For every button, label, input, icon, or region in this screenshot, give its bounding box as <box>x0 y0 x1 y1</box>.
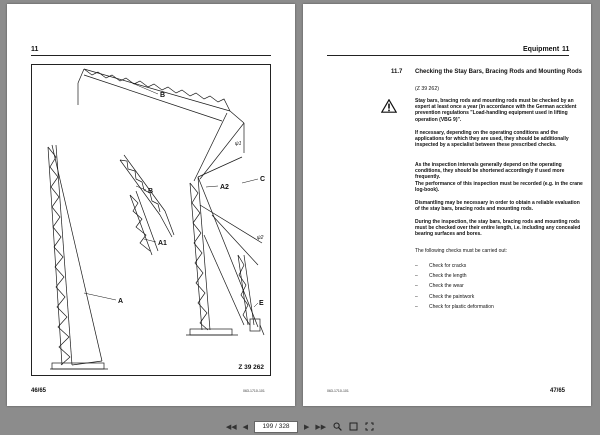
paragraph-3-text: Dismantling may be necessary in order to obtain a reliable evaluation of the stay bars, bracing rods and mounting rods. <box>415 200 580 213</box>
header-number: 11 <box>562 46 570 53</box>
label-w1: ψ1 <box>235 141 242 147</box>
header-rule <box>327 55 569 56</box>
paragraph-4 <box>415 219 583 238</box>
label-b-top: B <box>160 92 166 99</box>
left-page <box>7 4 295 406</box>
page-navigation-bar <box>0 418 600 435</box>
previous-page-icon[interactable]: ◀ <box>242 423 248 431</box>
left-crane-boom <box>48 145 102 365</box>
label-a2: A2 <box>220 184 229 191</box>
list-item: – Check the length <box>415 271 583 281</box>
left-page-number: 46/65 <box>31 388 47 394</box>
section-title: Checking the Stay Bars, Bracing Rods and Mounting Rods <box>415 69 583 75</box>
right-page <box>303 4 591 406</box>
fit-page-icon[interactable] <box>348 422 358 432</box>
right-crane-base <box>190 329 232 335</box>
chapter-number: 11 <box>31 46 39 53</box>
list-item: – Check the paintwork <box>415 292 583 302</box>
label-b-mid: B <box>148 188 154 195</box>
paragraph-1 <box>415 130 583 149</box>
header-rule <box>31 55 271 56</box>
label-w2: ψ2 <box>257 235 264 241</box>
crane-figure <box>31 64 271 376</box>
paragraph-2-text: As the inspection intervals generally depend on the operating conditions, they should be shortened accordingly if used more frequently. <box>415 162 565 181</box>
crane-drawing <box>32 65 270 375</box>
label-a: A <box>118 298 124 305</box>
label-e: E <box>259 300 264 307</box>
right-crane-jib <box>78 69 244 181</box>
last-page-icon[interactable]: ▶▶ <box>315 423 327 431</box>
warning-icon <box>381 99 397 113</box>
right-doc-code: 063-1710-101 <box>327 389 349 393</box>
list-item: – Check for plastic deformation <box>415 302 583 312</box>
list-item: – Check for cracks <box>415 261 583 271</box>
left-doc-code: 063-1710-101 <box>243 389 265 393</box>
checks-list <box>415 261 583 312</box>
next-page-icon[interactable]: ▶ <box>304 423 310 431</box>
fullscreen-icon[interactable] <box>364 422 374 432</box>
figure-reference: Z 39 262 <box>238 364 264 371</box>
section-number: 11.7 <box>391 69 403 75</box>
zoom-icon[interactable] <box>332 422 342 432</box>
paragraph-4-text: During the inspection, the stay bars, bracing rods and mounting rods must be checked over their entire length, i.e. including any concealed bearing surfaces and bores. <box>415 219 581 238</box>
counterweight-e <box>250 319 260 331</box>
paragraph-2 <box>415 162 583 193</box>
checks-intro <box>415 248 583 254</box>
first-page-icon[interactable]: ◀◀ <box>225 423 237 431</box>
paragraph-3 <box>415 200 583 212</box>
list-item: – Check the wear <box>415 281 583 291</box>
header-title: Equipment <box>523 46 560 53</box>
paragraph-1-text: If necessary, depending on the operating conditions and the applications for which they are used, they should be additionally inspected by a specialist between these prescribed checks. <box>415 130 569 149</box>
right-page-number: 47/65 <box>550 388 566 394</box>
checks-intro-text: The following checks must be carried out: <box>415 248 507 254</box>
section-reference: (Z 39 262) <box>415 86 439 92</box>
warning-text: Stay bars, bracing rods and mounting rods must be checked by an expert at least once a year (in accordance with the German accident prevention regulations "Load-handling equipment used in lifting operation (VBG 9)". <box>415 98 577 123</box>
page-number-input[interactable]: 199 / 328 <box>254 421 298 433</box>
label-a1: A1 <box>158 240 167 247</box>
label-c: C <box>260 176 266 183</box>
paragraph-2b-text: The performance of this inspection must be recorded (e.g. in the crane log-book). <box>415 180 583 193</box>
warning-paragraph <box>415 98 583 123</box>
